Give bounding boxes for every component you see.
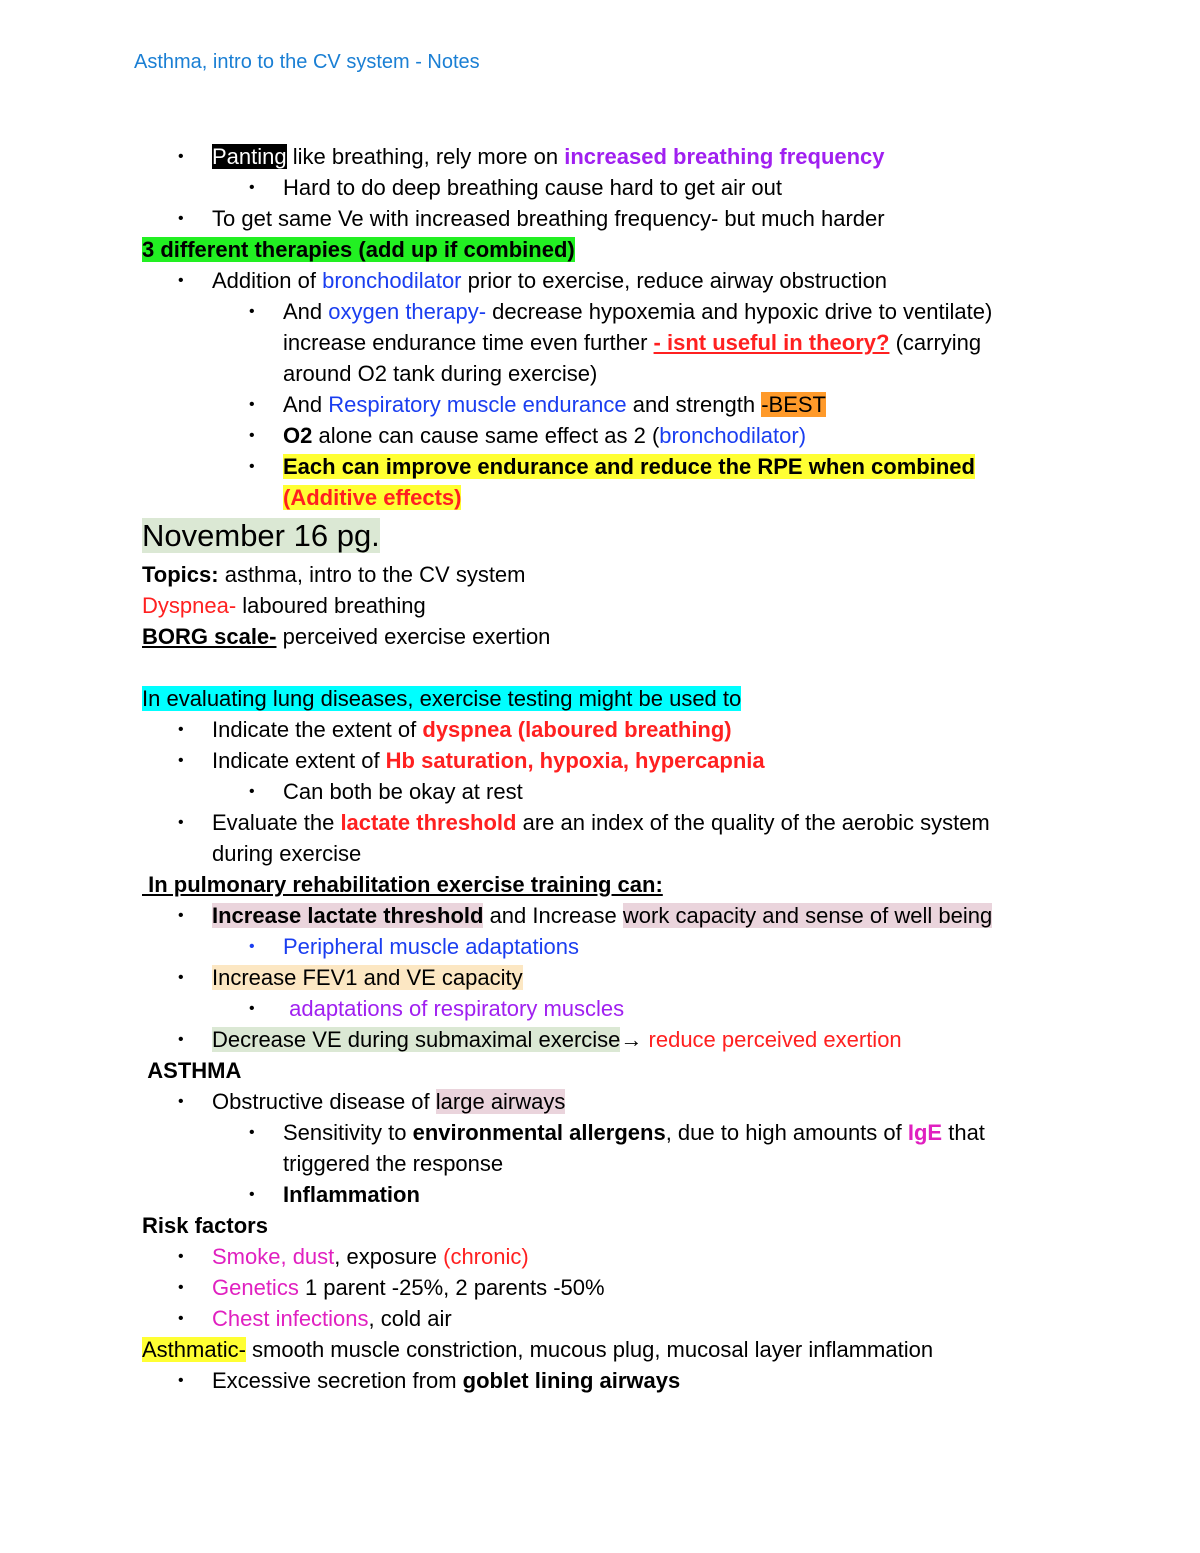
- text: Obstructive disease of: [212, 1089, 436, 1114]
- heading-text: ASTHMA: [142, 1058, 242, 1083]
- term-text: Chest infections: [212, 1306, 369, 1331]
- bullet-icon: •: [178, 148, 184, 165]
- highlight-text: Asthmatic-: [142, 1337, 246, 1362]
- bullet-icon: •: [249, 1000, 255, 1017]
- section-heading: [142, 1210, 1142, 1241]
- emphasis-text: increased breathing frequency: [564, 144, 885, 169]
- bullet-icon: •: [178, 1031, 184, 1048]
- emphasis-text: O2: [283, 423, 313, 448]
- heading-text: Risk factors: [142, 1213, 268, 1238]
- text: are an index of the quality of the aerobic system: [516, 810, 990, 835]
- list-item: [142, 807, 1142, 838]
- bullet-icon: •: [178, 1093, 184, 1110]
- bullet-icon: •: [249, 427, 255, 444]
- section-heading: [142, 869, 1142, 900]
- bullet-icon: •: [178, 272, 184, 289]
- bullet-icon: •: [178, 1279, 184, 1296]
- date-heading: [142, 513, 1142, 559]
- term-text: Peripheral muscle adaptations: [283, 934, 579, 959]
- text: like breathing, rely more on: [286, 144, 565, 169]
- term-text: Smoke, dust: [212, 1244, 335, 1269]
- list-item: [142, 389, 1142, 420]
- text: decrease hypoxemia and hypoxic drive to ventilate): [486, 299, 993, 324]
- term-text: IgE: [907, 1120, 943, 1145]
- list-item: [142, 1179, 1142, 1210]
- text: 1 parent -25%, 2 parents -50%: [298, 1275, 605, 1300]
- text: Addition of: [212, 268, 323, 293]
- text: that: [942, 1120, 985, 1145]
- text: increase endurance time even further: [283, 330, 654, 355]
- emphasis-text: environmental allergens: [412, 1120, 666, 1145]
- bullet-icon: •: [249, 458, 255, 475]
- text: And: [283, 299, 329, 324]
- heading-text: In pulmonary rehabilitation exercise training can:: [142, 872, 663, 897]
- emphasis-text: goblet lining airways: [462, 1368, 681, 1393]
- list-item: [142, 1365, 1142, 1396]
- list-item: [142, 296, 1142, 327]
- arrow-icon: →: [620, 1027, 643, 1052]
- highlight-text: Decrease VE during submaximal exercise: [212, 1027, 621, 1052]
- text: To get same Ve with increased breathing frequency- but much harder: [212, 206, 885, 231]
- bullet-icon: •: [249, 938, 255, 955]
- term-text: Dyspnea-: [142, 593, 237, 618]
- highlight-text: Each can improve endurance and reduce the RPE when combined: [283, 454, 975, 479]
- list-item: [142, 172, 1142, 203]
- text: (carrying: [889, 330, 982, 355]
- bullet-icon: •: [249, 783, 255, 800]
- text: asthma, intro to the CV system: [218, 562, 526, 587]
- blank-line: [142, 652, 1142, 683]
- text: laboured breathing: [236, 593, 426, 618]
- emphasis-text: reduce perceived exertion: [642, 1027, 902, 1052]
- section-heading: [142, 1055, 1142, 1086]
- label-text: Topics:: [142, 562, 219, 587]
- text: perceived exercise exertion: [276, 624, 551, 649]
- list-item: [142, 745, 1142, 776]
- term-text: BORG scale-: [142, 624, 277, 649]
- text: Excessive secretion from: [212, 1368, 463, 1393]
- date-text: November 16 pg.: [142, 518, 380, 553]
- term-text: bronchodilator): [659, 423, 807, 448]
- term-text: oxygen therapy-: [328, 299, 487, 324]
- emphasis-text: (chronic): [443, 1244, 529, 1269]
- text: , exposure: [334, 1244, 444, 1269]
- bullet-icon: •: [178, 1372, 184, 1389]
- text: triggered the response: [283, 1151, 504, 1176]
- list-item: [142, 931, 1142, 962]
- bullet-icon: •: [178, 969, 184, 986]
- bullet-icon: •: [249, 1186, 255, 1203]
- emphasis-text: - isnt useful in theory?: [653, 330, 890, 355]
- highlight-text: Increase lactate threshold: [212, 903, 484, 928]
- text: Indicate extent of: [212, 748, 386, 773]
- heading-text: In evaluating lung diseases, exercise testing might be used to: [142, 686, 742, 711]
- definition-line: [142, 621, 1142, 652]
- bullet-icon: •: [178, 907, 184, 924]
- term-text: adaptations of respiratory muscles: [283, 996, 625, 1021]
- text: Indicate the extent of: [212, 717, 423, 742]
- text: , due to high amounts of: [665, 1120, 908, 1145]
- highlight-text: large airways: [435, 1089, 566, 1114]
- bullet-icon: •: [249, 396, 255, 413]
- emphasis-text: Inflammation: [283, 1182, 420, 1207]
- term-text: Respiratory muscle endurance: [328, 392, 627, 417]
- bullet-icon: •: [249, 303, 255, 320]
- list-item-continuation: [142, 327, 1142, 358]
- list-item: [142, 451, 1142, 482]
- bullet-icon: •: [249, 179, 255, 196]
- bullet-icon: •: [178, 752, 184, 769]
- heading-text: 3 different therapies (add up if combined): [142, 237, 575, 262]
- text: Can both be okay at rest: [283, 779, 523, 804]
- text: smooth muscle constriction, mucous plug, mucosal layer inflammation: [245, 1337, 934, 1362]
- definition-line: [142, 1334, 1142, 1365]
- section-heading: [142, 234, 1142, 265]
- list-item: [142, 714, 1142, 745]
- section-heading: [142, 683, 1142, 714]
- list-item-continuation: [142, 838, 1142, 869]
- term-text: Genetics: [212, 1275, 299, 1300]
- bullet-icon: •: [178, 721, 184, 738]
- bullet-icon: •: [249, 1124, 255, 1141]
- text: prior to exercise, reduce airway obstruction: [461, 268, 888, 293]
- bullet-icon: •: [178, 210, 184, 227]
- list-item: [142, 420, 1142, 451]
- list-item: [142, 900, 1142, 931]
- emphasis-text: dyspnea (laboured breathing): [422, 717, 732, 742]
- text: and strength: [626, 392, 762, 417]
- text: And: [283, 392, 329, 417]
- bullet-icon: •: [178, 814, 184, 831]
- list-item: [142, 1272, 1142, 1303]
- text: Hard to do deep breathing cause hard to get air out: [283, 175, 783, 200]
- bullet-icon: •: [178, 1310, 184, 1327]
- list-item: [142, 962, 1142, 993]
- text: and Increase: [483, 903, 623, 928]
- list-item-continuation: [142, 358, 1142, 389]
- text: Evaluate the: [212, 810, 341, 835]
- notes-body: [142, 141, 1142, 1396]
- term-text: bronchodilator: [322, 268, 462, 293]
- list-item: [142, 1303, 1142, 1334]
- highlight-text: work capacity and sense of well being: [622, 903, 993, 928]
- document-header: Asthma, intro to the CV system - Notes: [134, 51, 480, 73]
- list-item-continuation: [142, 1148, 1142, 1179]
- text: during exercise: [212, 841, 362, 866]
- emphasis-text: lactate threshold: [340, 810, 517, 835]
- highlight-text: (Additive effects): [283, 485, 462, 510]
- text: Sensitivity to: [283, 1120, 413, 1145]
- list-item: [142, 1024, 1142, 1055]
- list-item: [142, 141, 1142, 172]
- list-item: [142, 203, 1142, 234]
- bullet-icon: •: [178, 1248, 184, 1265]
- emphasis-text: Hb saturation, hypoxia, hypercapnia: [385, 748, 765, 773]
- topics-line: [142, 559, 1142, 590]
- text: , cold air: [368, 1306, 452, 1331]
- text: alone can cause same effect as 2 (: [312, 423, 660, 448]
- list-item: [142, 1117, 1142, 1148]
- list-item-continuation: [142, 482, 1142, 513]
- list-item: [142, 265, 1142, 296]
- highlight-text: Increase FEV1 and VE capacity: [212, 965, 523, 990]
- highlight-text: -BEST: [761, 392, 826, 417]
- list-item: [142, 993, 1142, 1024]
- highlight-text: Panting: [212, 144, 287, 169]
- text: around O2 tank during exercise): [283, 361, 598, 386]
- list-item: [142, 1086, 1142, 1117]
- list-item: [142, 1241, 1142, 1272]
- list-item: [142, 776, 1142, 807]
- definition-line: [142, 590, 1142, 621]
